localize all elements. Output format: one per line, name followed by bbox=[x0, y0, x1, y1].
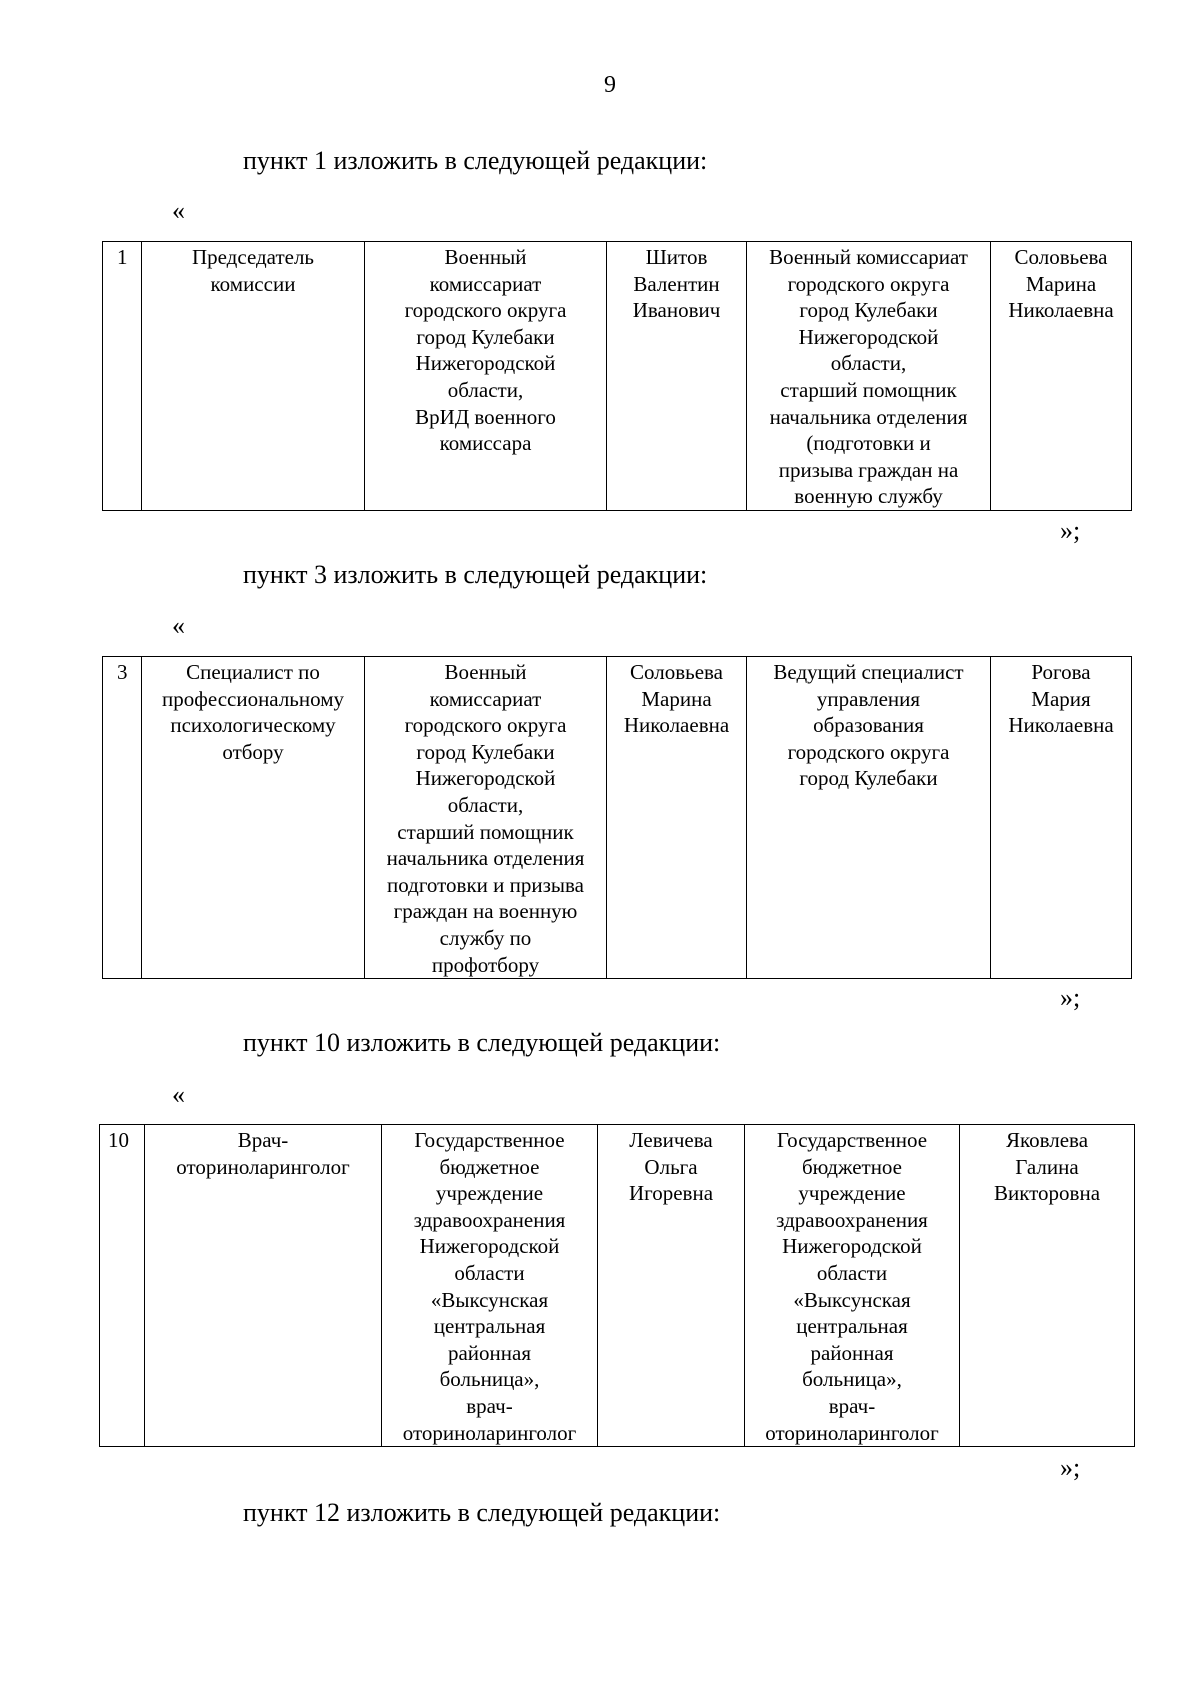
cell-number: 10 bbox=[100, 1125, 145, 1447]
cell-deputy-person: Яковлева Галина Викторовна bbox=[960, 1125, 1135, 1447]
cell-organization: Государственное бюджетное учреждение здравоохранения Нижегородской области «Выксунская центральная районная больница», врач- оториноларинголог bbox=[382, 1125, 598, 1447]
cell-deputy-organization: Государственное бюджетное учреждение здравоохранения Нижегородской области «Выксунская центральная районная больница», врач- оториноларинголог bbox=[745, 1125, 960, 1447]
paragraph-intro-1: пункт 1 изложить в следующей редакции: bbox=[243, 146, 708, 175]
cell-person: Левичева Ольга Игоревна bbox=[598, 1125, 745, 1447]
close-quote-3: »; bbox=[1060, 983, 1081, 1012]
cell-number: 1 bbox=[103, 242, 142, 511]
table-row bbox=[100, 1125, 1135, 1447]
cell-organization: Военный комиссариат городского округа город Кулебаки Нижегородской области, старший помощник начальника отделения подготовки и призыва граждан на военную службу по профотбору bbox=[365, 657, 607, 979]
open-quote-1: « bbox=[172, 196, 185, 225]
cell-person: Шитов Валентин Иванович bbox=[607, 242, 747, 511]
page-number: 9 bbox=[604, 72, 616, 98]
cell-deputy-organization: Ведущий специалист управления образования городского округа город Кулебаки bbox=[747, 657, 991, 979]
cell-position: Врач- оториноларинголог bbox=[145, 1125, 382, 1447]
cell-number: 3 bbox=[103, 657, 142, 979]
paragraph-intro-12: пункт 12 изложить в следующей редакции: bbox=[243, 1498, 721, 1527]
cell-position: Специалист по профессиональному психологическому отбору bbox=[142, 657, 365, 979]
cell-position: Председатель комиссии bbox=[142, 242, 365, 511]
cell-organization: Военный комиссариат городского округа город Кулебаки Нижегородской области, ВрИД военного комиссара bbox=[365, 242, 607, 511]
paragraph-intro-10: пункт 10 изложить в следующей редакции: bbox=[243, 1028, 721, 1057]
amendment-table-3 bbox=[102, 656, 1132, 979]
cell-deputy-person: Соловьева Марина Николаевна bbox=[991, 242, 1132, 511]
close-quote-1: »; bbox=[1060, 516, 1081, 545]
close-quote-10: »; bbox=[1060, 1453, 1081, 1482]
table-row bbox=[103, 657, 1132, 979]
cell-deputy-organization: Военный комиссариат городского округа город Кулебаки Нижегородской области, старший помощник начальника отделения (подготовки и призыва граждан на военную службу bbox=[747, 242, 991, 511]
cell-person: Соловьева Марина Николаевна bbox=[607, 657, 747, 979]
amendment-table-1 bbox=[102, 241, 1132, 511]
open-quote-10: « bbox=[172, 1080, 185, 1109]
cell-deputy-person: Рогова Мария Николаевна bbox=[991, 657, 1132, 979]
table-row bbox=[103, 242, 1132, 511]
paragraph-intro-3: пункт 3 изложить в следующей редакции: bbox=[243, 560, 708, 589]
open-quote-3: « bbox=[172, 611, 185, 640]
amendment-table-10 bbox=[99, 1124, 1135, 1447]
